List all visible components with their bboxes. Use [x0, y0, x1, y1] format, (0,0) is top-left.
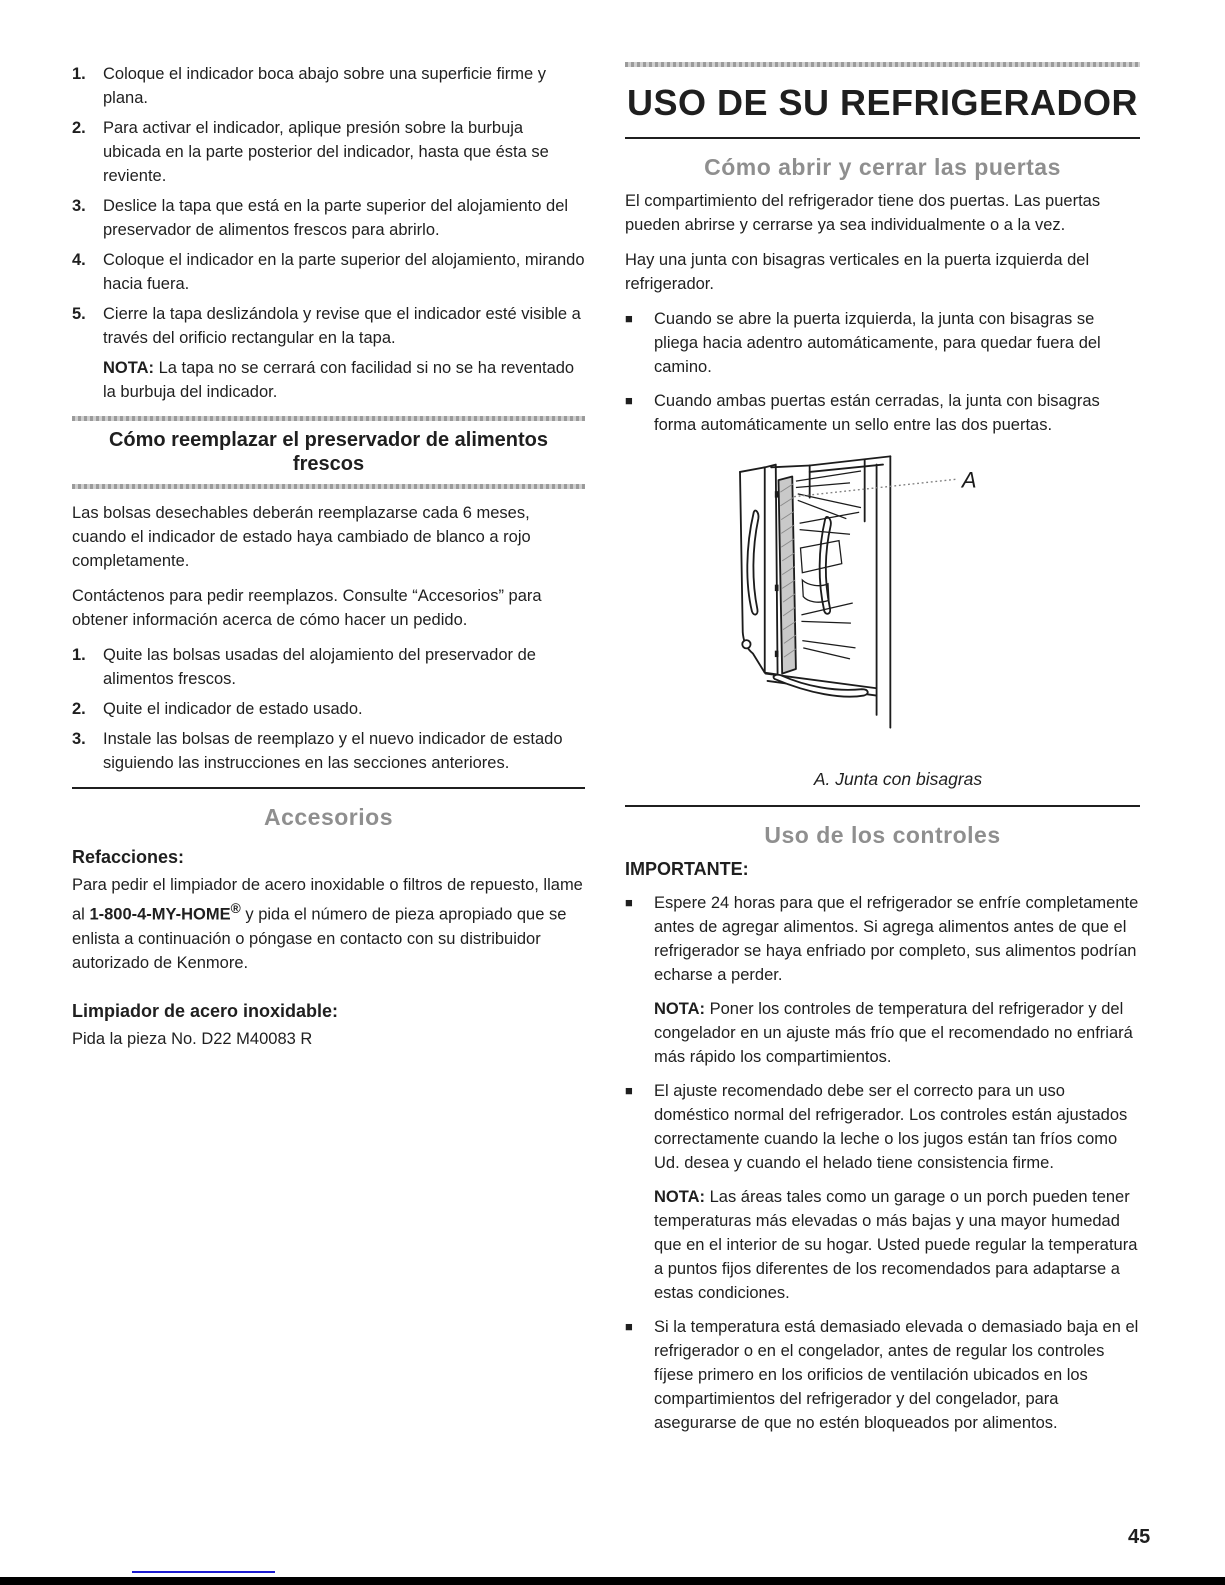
section-heading-block: [72, 416, 585, 489]
horizontal-rule: [72, 787, 585, 789]
figure-label-a: A: [961, 467, 977, 493]
door-hinge-pin: [742, 640, 750, 648]
step-text: Para activar el indicador, aplique presión sobre la burbuja ubicada en la parte posterior del indicador, hasta que ésta se reviente.: [103, 119, 549, 185]
importante-label: IMPORTANTE:: [625, 859, 749, 879]
numbered-step: [72, 194, 585, 242]
square-bullet-icon: ■: [625, 1083, 633, 1098]
numbered-step: [72, 248, 585, 296]
left-door-handle: [747, 511, 758, 615]
paragraph: El compartimiento del refrigerador tiene dos puertas. Las puertas pueden abrirse y cerrarse ya sea individualmente o a la vez.: [625, 192, 1101, 234]
cabinet-top-line: [810, 456, 891, 465]
halftone-bar: [625, 62, 1140, 67]
horizontal-rule: [625, 137, 1140, 139]
cabinet-top-line: [810, 465, 883, 472]
step-text: Quite las bolsas usadas del alojamiento del preservador de alimentos frescos.: [103, 646, 536, 688]
refacciones-paragraph: [72, 873, 585, 975]
bullet-item: [625, 891, 1140, 987]
bullet-text: Espere 24 horas para que el refrigerador se enfríe completamente antes de agregar alimentos. Si agrega alimentos antes de que el refrigerador se haya enfriado por completo, sus alimentos podrían echarse a perder.: [654, 894, 1139, 984]
cabinet-top-line: [771, 466, 810, 468]
step-number: 2.: [72, 119, 86, 137]
step-text: Cierre la tapa deslizándola y revise que el indicador esté visible a través del orificio rectangular en la tapa.: [103, 305, 581, 347]
page-title: USO DE SU REFRIGERADOR: [626, 82, 1139, 123]
step-text: Coloque el indicador boca abajo sobre una superficie firme y plana.: [103, 65, 547, 107]
square-bullet-icon: ■: [625, 1319, 633, 1334]
figure-caption: A. Junta con bisagras: [813, 769, 983, 789]
note-label: NOTA:: [654, 1188, 706, 1206]
step-number: 1.: [72, 646, 86, 664]
note-paragraph: [654, 997, 1140, 1069]
limpiador-part-number: Pida la pieza No. D22 M40083 R: [72, 1029, 313, 1048]
blue-underline-artifact: [132, 1571, 275, 1573]
halftone-bar: [72, 484, 585, 489]
step-number: 4.: [72, 251, 86, 269]
numbered-step: [72, 62, 585, 110]
refacciones-label: Refacciones:: [72, 847, 185, 867]
bullet-text: Cuando se abre la puerta izquierda, la junta con bisagras se pliega hacia adentro automáticamente, para quedar fuera del camino.: [654, 310, 1101, 376]
doors-heading: Cómo abrir y cerrar las puertas: [704, 154, 1061, 180]
step-number: 3.: [72, 730, 86, 748]
bullet-text: Cuando ambas puertas están cerradas, la junta con bisagras forma automáticamente un sello entre las dos puertas.: [654, 392, 1100, 434]
registered-mark: ®: [230, 901, 241, 916]
phone-number: 1-800-4-MY-HOME: [89, 905, 231, 924]
paragraph: Las bolsas desechables deberán reemplazarse cada 6 meses, cuando el indicador de estado haya cambiado de blanco a rojo completamente.: [72, 504, 531, 570]
numbered-step: [72, 727, 585, 775]
bullet-item: [625, 1315, 1140, 1435]
left-column: [72, 62, 585, 1062]
step-number: 5.: [72, 305, 86, 323]
page-number: 45: [1128, 1526, 1151, 1548]
step-text: Instale las bolsas de reemplazo y el nuevo indicador de estado siguiendo las instrucciones en las secciones anteriores.: [103, 730, 563, 772]
leader-line: [794, 479, 956, 496]
step-number: 1.: [72, 65, 86, 83]
note-label: NOTA:: [654, 1000, 706, 1018]
note-paragraph: [654, 1185, 1140, 1305]
accessories-heading: Accesorios: [263, 804, 393, 830]
numbered-step: [72, 643, 585, 691]
bullet-item: [625, 389, 1140, 437]
square-bullet-icon: ■: [625, 393, 633, 408]
bullet-item: [625, 1079, 1140, 1175]
step-text: Deslice la tapa que está en la parte superior del alojamiento del preservador de alimentos frescos para abrirlo.: [103, 197, 569, 239]
bullet-item: [625, 307, 1140, 379]
refacciones-text-after: y pida el número de pieza apropiado que se enlista a continuación o póngase en contacto con su distribuidor autorizado de Kenmore.: [72, 905, 567, 972]
step-number: 2.: [72, 700, 86, 718]
note-text: Las áreas tales como un garage o un porch pueden tener temperaturas más elevadas o más bajas y una mayor humedad que en el interior de su hogar. Usted puede regular la temperatura a puntos fijos diferentes de los recomendados para adaptarse a estas condiciones.: [654, 1188, 1138, 1302]
numbered-step: [72, 697, 585, 721]
paragraph: Hay una junta con bisagras verticales en la puerta izquierda del refrigerador.: [625, 251, 1090, 293]
bottom-scan-bar: [0, 1577, 1225, 1585]
step-text: Quite el indicador de estado usado.: [103, 700, 363, 718]
refrigerator-drawing: [663, 443, 1103, 763]
step-number: 3.: [72, 197, 86, 215]
numbered-step: [72, 116, 585, 188]
bullet-text: El ajuste recomendado debe ser el correcto para un uso doméstico normal del refrigerador. Los controles están ajustados correctamente cuando la leche o los jugos están tan fríos como Ud. desea y cuando el helado tiene consistencia firme.: [654, 1082, 1128, 1172]
bullet-text: Si la temperatura está demasiado elevada o demasiado baja en el refrigerador o en el congelador, antes de regular los controles fíjese primero en los orificios de ventilación ubicados en los compartimientos del refrigerador y del congelador, para asegurarse de que no estén bloqueados por alimentos.: [654, 1318, 1139, 1432]
section-heading: Cómo reemplazar el preservador de alimentos frescos: [108, 429, 549, 475]
right-column: [625, 62, 1140, 1435]
step-text: Coloque el indicador en la parte superior del alojamiento, mirando hacia fuera.: [103, 251, 585, 293]
refrigerator-figure: [663, 443, 1103, 791]
note-text: La tapa no se cerrará con facilidad si no se ha reventado la burbuja del indicador.: [103, 359, 575, 401]
square-bullet-icon: ■: [625, 311, 633, 326]
note-label: NOTA:: [103, 359, 155, 377]
note-text: Poner los controles de temperatura del refrigerador y del congelador en un ajuste más frío que el recomendado no enfriará más rápido los compartimientos.: [654, 1000, 1133, 1066]
controls-heading: Uso de los controles: [764, 822, 1001, 848]
paragraph: Contáctenos para pedir reemplazos. Consulte “Accesorios” para obtener información acerca de cómo hacer un pedido.: [72, 587, 542, 629]
square-bullet-icon: ■: [625, 895, 633, 910]
refacciones-text-before: Para pedir el limpiador de acero inoxidable o filtros de repuesto, llame al: [72, 876, 583, 924]
limpiador-heading: Limpiador de acero inoxidable:: [72, 1000, 339, 1021]
horizontal-rule: [625, 805, 1140, 807]
door-bins: [796, 471, 861, 659]
note-paragraph: [103, 356, 585, 404]
numbered-step: [72, 302, 585, 350]
